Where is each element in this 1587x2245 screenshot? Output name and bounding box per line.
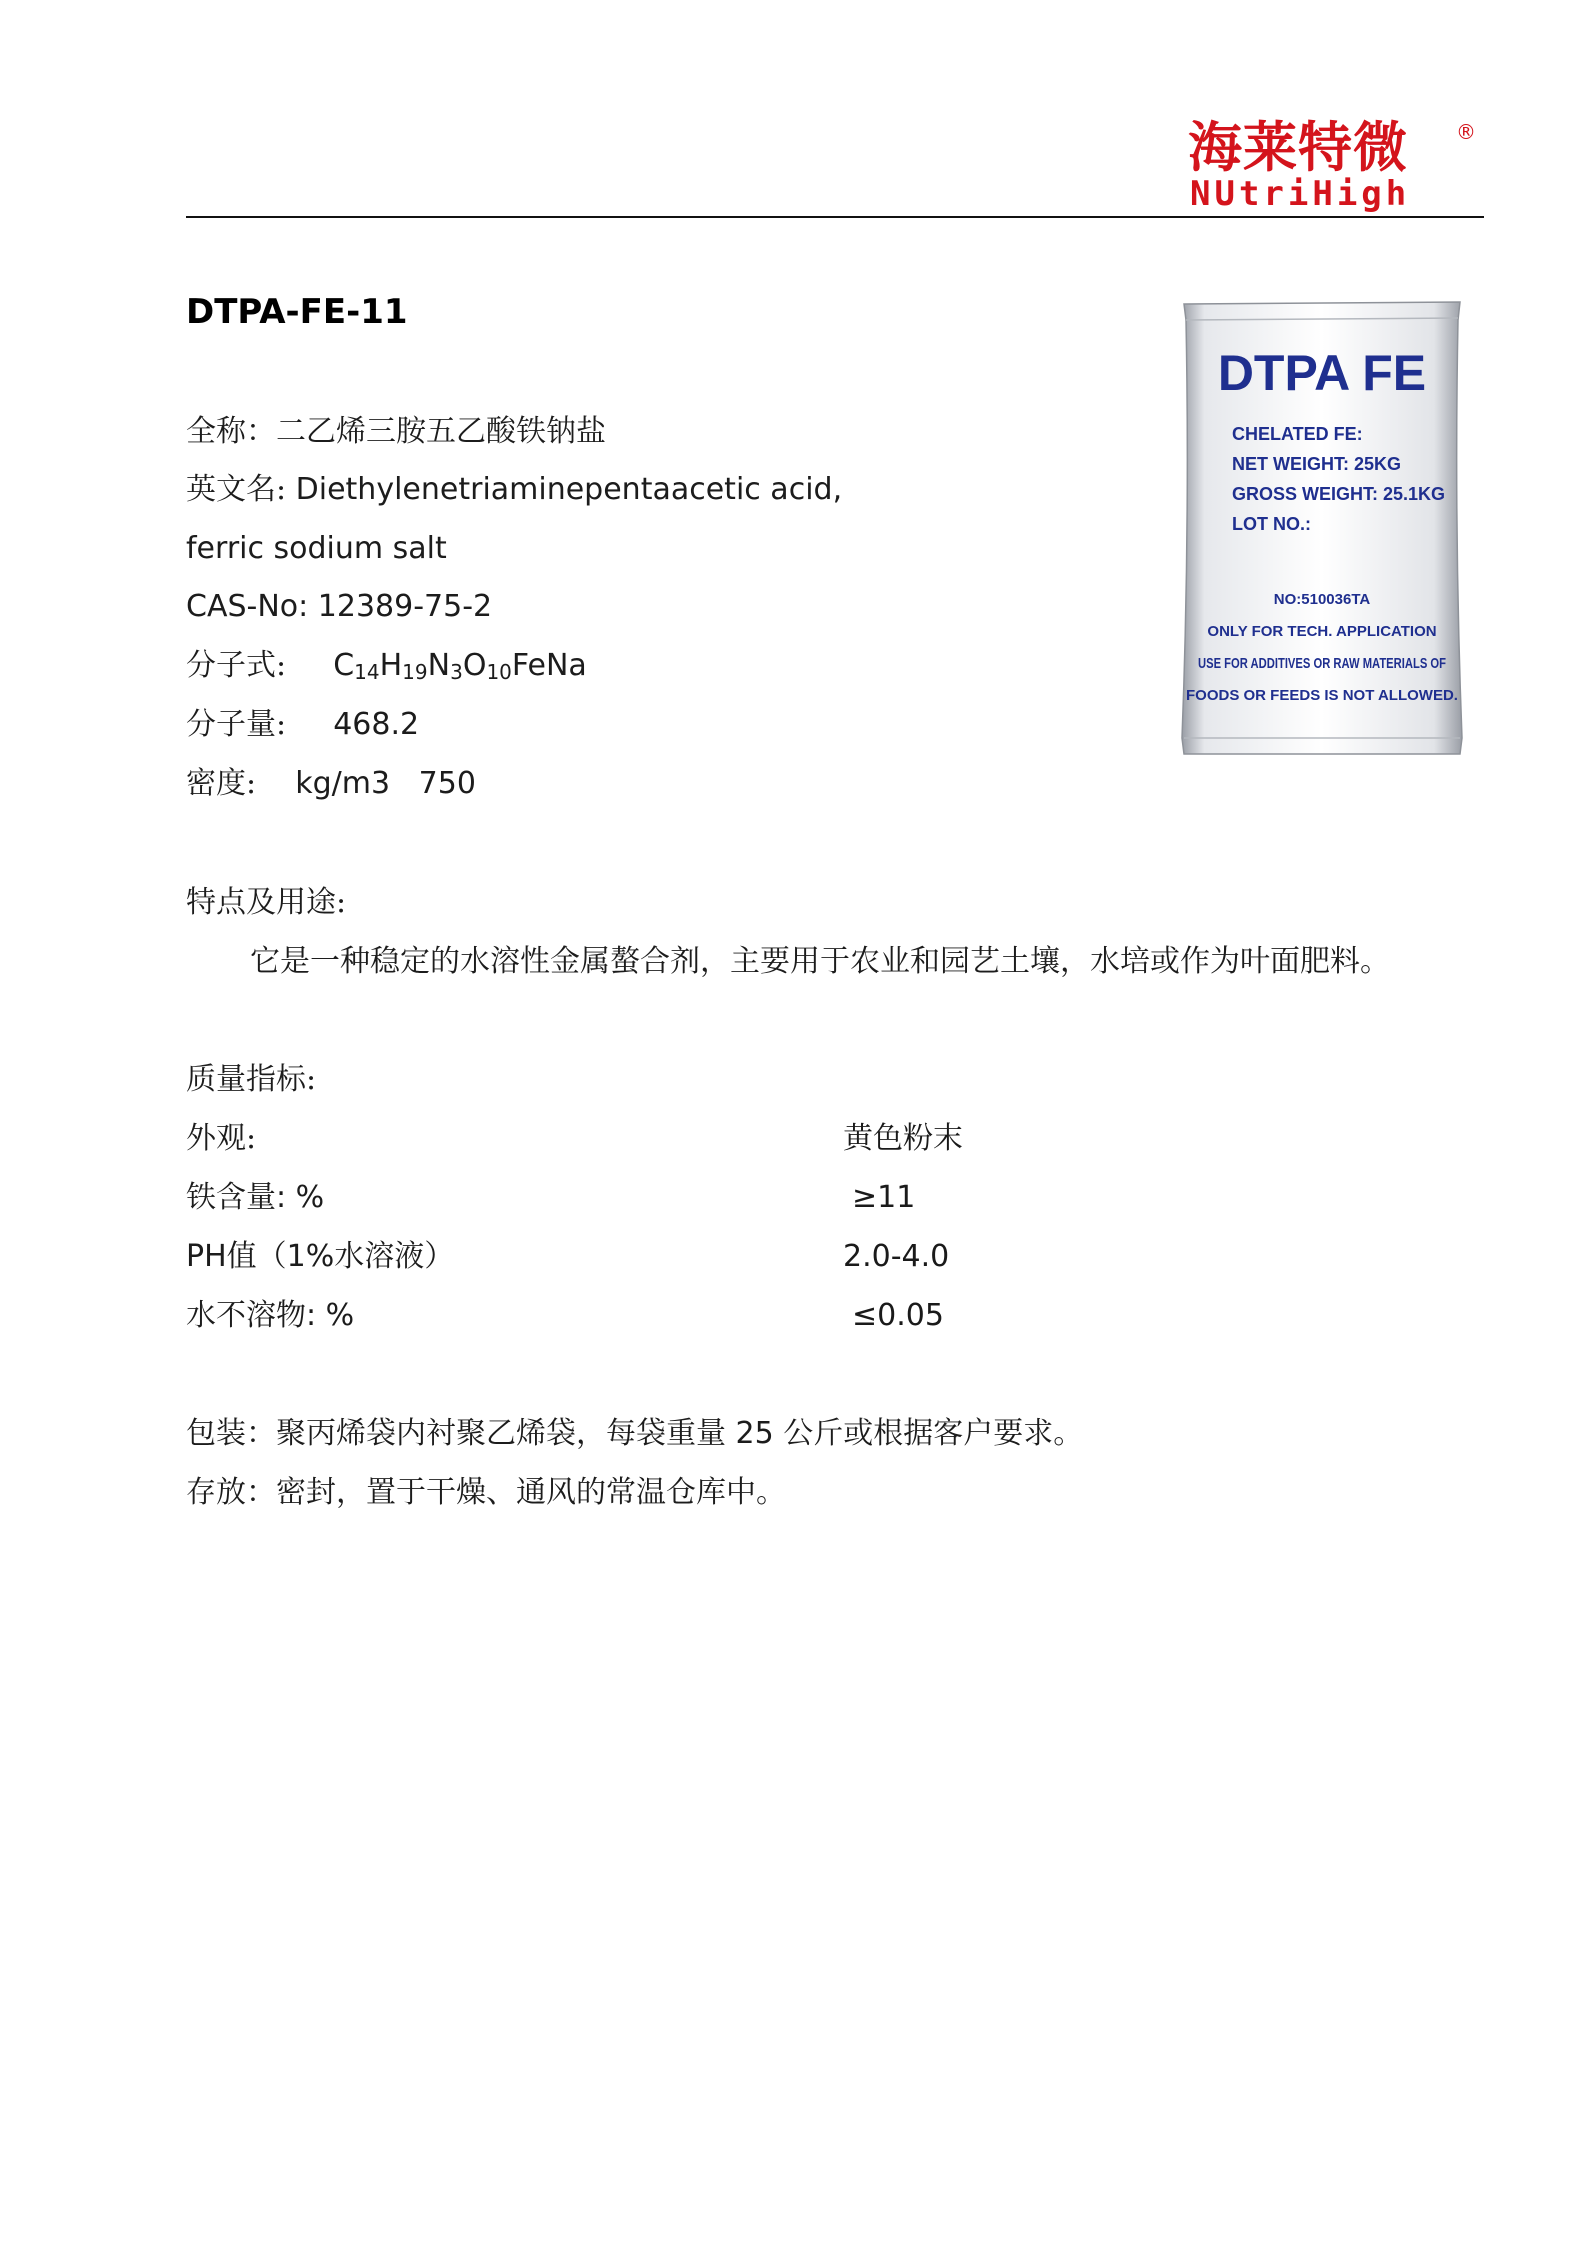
formula-line [186, 646, 587, 692]
density-line [186, 764, 476, 804]
molecular-formula: $C_{14}H_{19}N_3O_{10}FeNa$ [333, 648, 587, 684]
full-name-value: 二乙烯三胺五乙酸铁钠盐 [276, 414, 606, 449]
registered-mark: ® [1456, 120, 1476, 144]
english-name-label: 英文名: [186, 472, 296, 507]
density-label: 密度: [186, 766, 257, 801]
quality-value-insoluble: ≤0.05 [852, 1298, 944, 1333]
packing-line: 包装：聚丙烯袋内衬聚乙烯袋，每袋重量 25 公斤或根据客户要求。 [186, 1416, 1084, 1451]
english-name-value-1: Diethylenetriaminepentaacetic acid, [295, 472, 843, 507]
quality-label-insoluble: 水不溶物: % [186, 1298, 355, 1333]
quality-label-appearance: 外观: [186, 1121, 257, 1156]
quality-value-iron: ≥11 [852, 1180, 916, 1215]
bag-center-line-4: FOODS OR FEEDS IS NOT ALLOWED. [1186, 687, 1458, 704]
bag-center-line-3: USE FOR ADDITIVES OR RAW MATERIALS OF [1198, 655, 1446, 672]
bag-center-line-2: ONLY FOR TECH. APPLICATION [1207, 623, 1437, 640]
product-bag-image [1178, 298, 1466, 756]
header-divider [186, 216, 1484, 218]
cas-number: CAS-No: 12389-75-2 [186, 589, 493, 624]
storage-line: 存放：密封，置于干燥、通风的常温仓库中。 [186, 1475, 786, 1510]
features-heading: 特点及用途: [186, 885, 347, 920]
formula-label: 分子式: [186, 648, 287, 683]
product-title: DTPA-FE-11 [186, 292, 408, 332]
bag-line-4: LOT NO.: [1232, 514, 1311, 534]
bag-line-3: GROSS WEIGHT: 25.1KG [1232, 484, 1446, 504]
quality-label-iron: 铁含量: % [186, 1180, 325, 1215]
full-name-label: 全称： [186, 414, 276, 449]
quality-value-ph: 2.0-4.0 [843, 1239, 950, 1274]
molecular-weight-line [186, 705, 419, 745]
logo-english-text: NUtriHigh [1190, 174, 1411, 214]
english-name-line-2: ferric sodium salt [186, 531, 447, 566]
logo-chinese-text: 海莱特微 [1188, 116, 1408, 179]
mw-label: 分子量: [186, 707, 287, 742]
full-name-line [186, 412, 606, 452]
quality-value-appearance: 黄色粉末 [843, 1121, 963, 1156]
english-name-line [186, 470, 842, 510]
bag-center-line-1: NO:510036TA [1273, 591, 1371, 608]
quality-label-ph: PH值（1%水溶液） [186, 1239, 455, 1274]
quality-heading: 质量指标: [186, 1062, 317, 1097]
bag-title: DTPA FE [1217, 345, 1427, 401]
company-logo [1188, 118, 1488, 218]
bag-line-2: NET WEIGHT: 25KG [1232, 454, 1402, 474]
bag-line-1: CHELATED FE: [1232, 424, 1363, 444]
features-text: 它是一种稳定的水溶性金属螯合剂，主要用于农业和园艺土壤，水培或作为叶面肥料。 [250, 944, 1390, 979]
density-value: kg/m3 750 [295, 766, 476, 801]
mw-value: 468.2 [333, 707, 420, 742]
